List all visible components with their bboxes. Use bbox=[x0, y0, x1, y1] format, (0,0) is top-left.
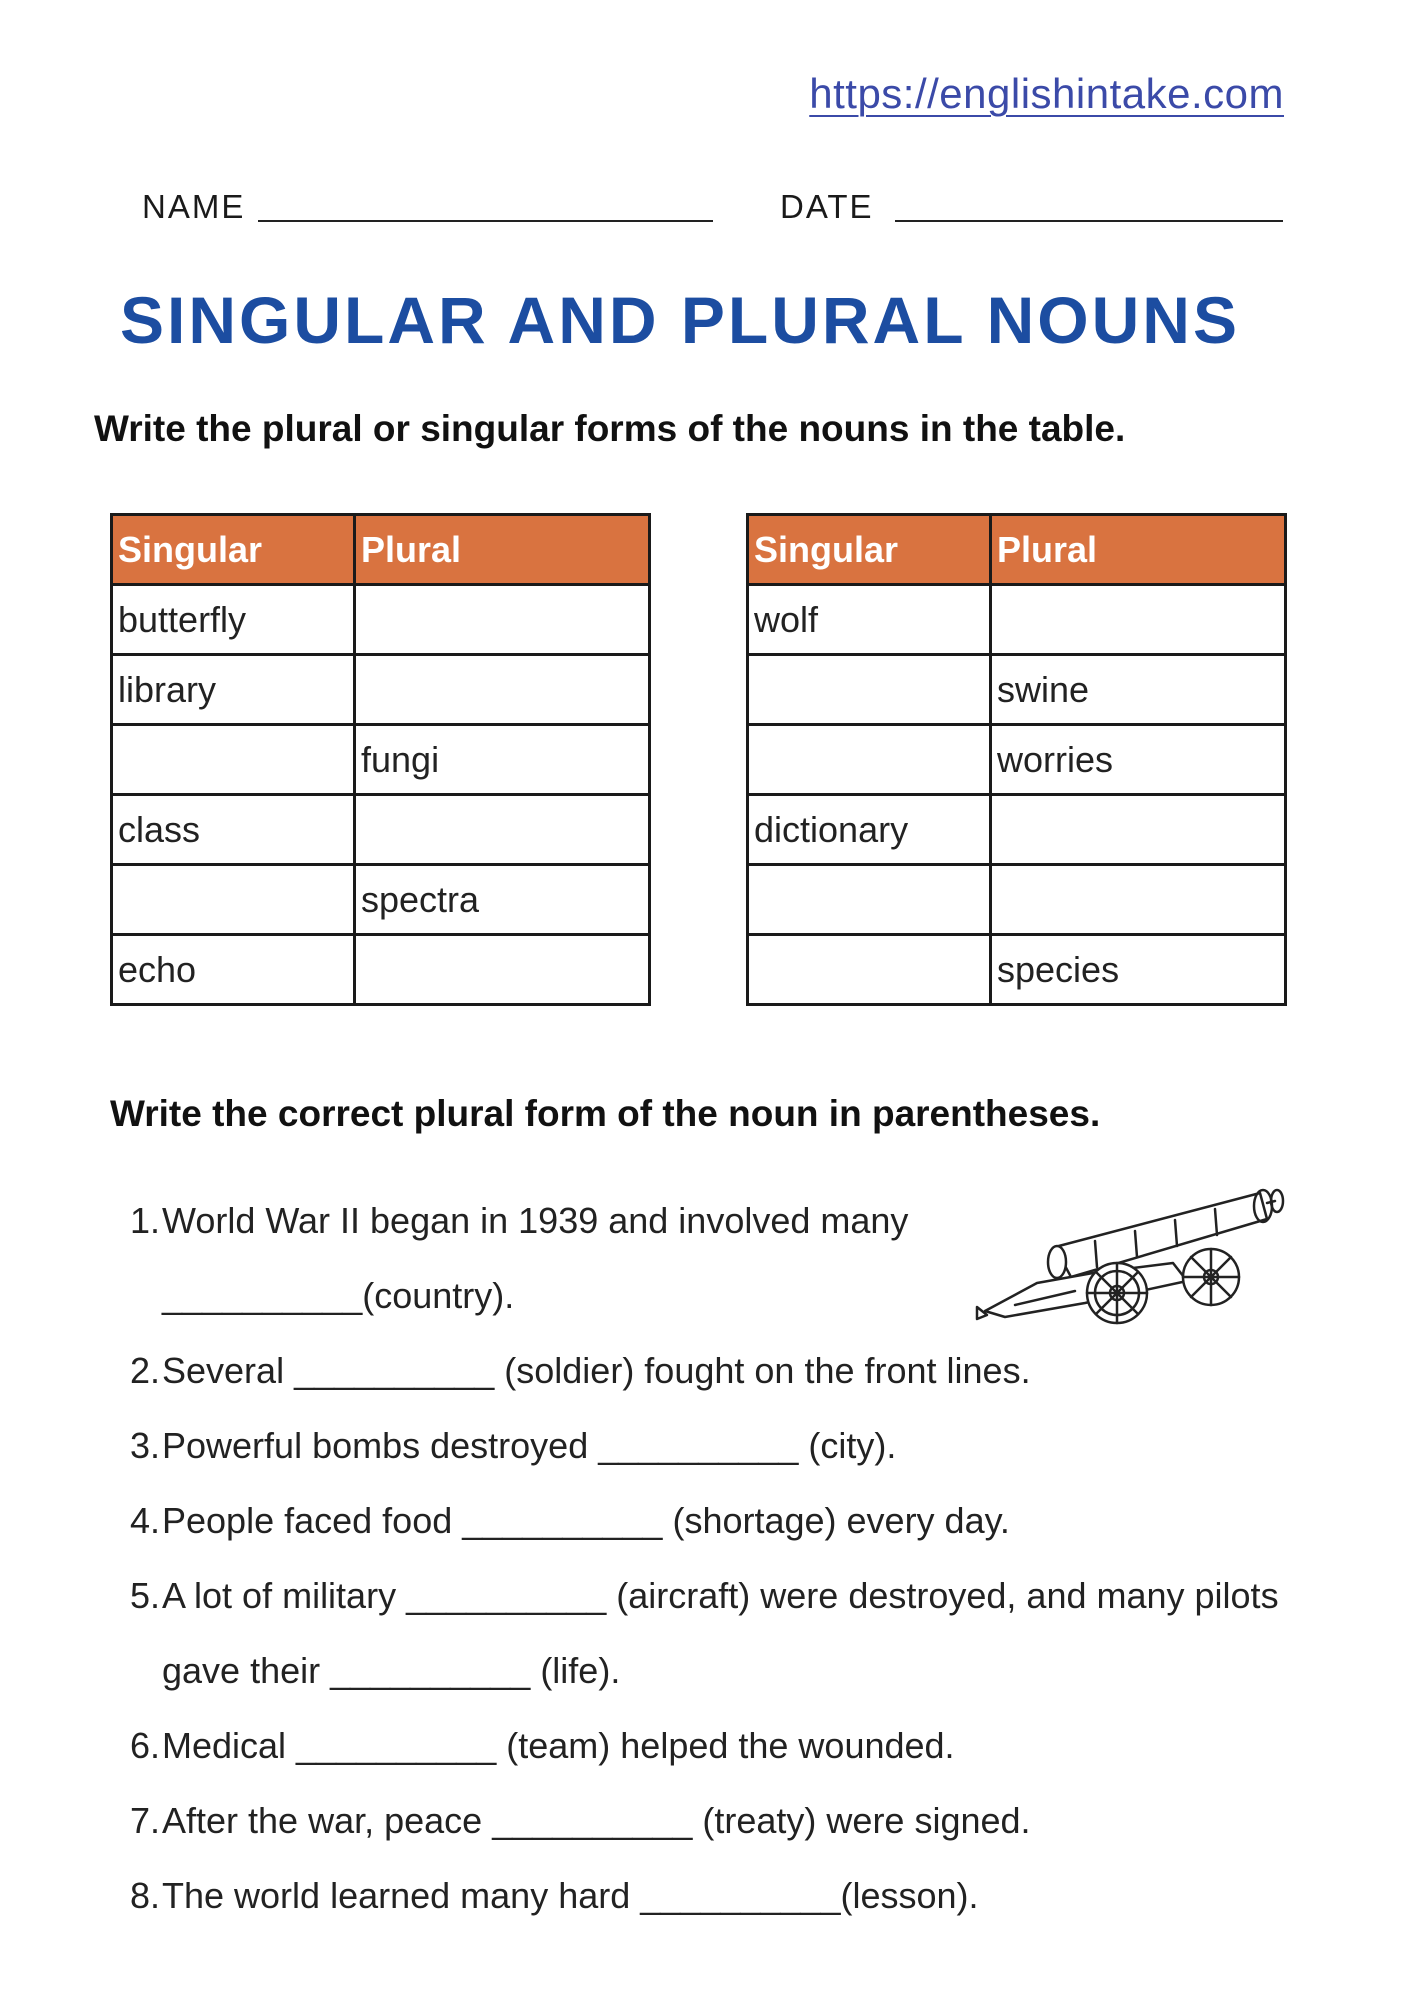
plural-cell[interactable]: worries bbox=[991, 725, 1286, 795]
list-item bbox=[0, 1408, 1300, 1483]
singular-cell[interactable]: class bbox=[112, 795, 355, 865]
plural-cell[interactable]: species bbox=[991, 935, 1286, 1005]
noun-table-right bbox=[746, 513, 1287, 1006]
table-row bbox=[748, 935, 1286, 1005]
column-header-plural: Plural bbox=[355, 515, 650, 585]
list-item bbox=[0, 1558, 1300, 1708]
table-row bbox=[112, 725, 650, 795]
table-row bbox=[112, 795, 650, 865]
singular-cell[interactable] bbox=[748, 935, 991, 1005]
question-number: 4. bbox=[129, 1500, 160, 1541]
table-row bbox=[748, 655, 1286, 725]
singular-cell[interactable] bbox=[112, 725, 355, 795]
question-number: 2. bbox=[129, 1350, 160, 1391]
singular-cell[interactable] bbox=[112, 865, 355, 935]
question-number: 8. bbox=[129, 1875, 160, 1916]
column-header-singular: Singular bbox=[748, 515, 991, 585]
date-field-line[interactable] bbox=[895, 220, 1283, 222]
name-label: NAME bbox=[142, 188, 246, 225]
plural-cell[interactable] bbox=[991, 865, 1286, 935]
table-row bbox=[112, 585, 650, 655]
plural-cell[interactable]: swine bbox=[991, 655, 1286, 725]
singular-cell[interactable]: wolf bbox=[748, 585, 991, 655]
question-text: People faced food __________ (shortage) every day. bbox=[162, 1500, 1010, 1541]
singular-cell[interactable] bbox=[748, 655, 991, 725]
question-text: Medical __________ (team) helped the wounded. bbox=[162, 1725, 955, 1766]
page-title: SINGULAR AND PLURAL NOUNS bbox=[119, 283, 1240, 357]
question-text: Powerful bombs destroyed __________ (city). bbox=[162, 1425, 897, 1466]
plural-cell[interactable] bbox=[355, 935, 650, 1005]
singular-cell[interactable] bbox=[748, 865, 991, 935]
question-number: 1. bbox=[129, 1200, 160, 1241]
plural-cell[interactable] bbox=[355, 585, 650, 655]
list-item bbox=[0, 1858, 1300, 1933]
name-field-line[interactable] bbox=[258, 220, 713, 222]
question-list bbox=[0, 1183, 1300, 1933]
table-row bbox=[112, 935, 650, 1005]
column-header-singular: Singular bbox=[112, 515, 355, 585]
singular-cell[interactable]: library bbox=[112, 655, 355, 725]
question-text: World War II began in 1939 and involved many __________(country). bbox=[162, 1200, 909, 1316]
list-item bbox=[0, 1708, 1300, 1783]
date-label: DATE bbox=[780, 188, 874, 225]
plural-cell[interactable]: spectra bbox=[355, 865, 650, 935]
site-link[interactable]: https://englishintake.com bbox=[809, 70, 1284, 117]
plural-cell[interactable] bbox=[991, 585, 1286, 655]
list-item bbox=[0, 1183, 922, 1333]
plural-cell[interactable] bbox=[355, 655, 650, 725]
question-text: Several __________ (soldier) fought on the front lines. bbox=[162, 1350, 1031, 1391]
plural-instruction: Write the correct plural form of the noun in parentheses. bbox=[110, 1093, 1101, 1134]
singular-cell[interactable]: echo bbox=[112, 935, 355, 1005]
table-row bbox=[112, 655, 650, 725]
column-header-plural: Plural bbox=[991, 515, 1286, 585]
table-row bbox=[748, 795, 1286, 865]
question-text: The world learned many hard __________(lesson). bbox=[162, 1875, 979, 1916]
question-number: 6. bbox=[129, 1725, 160, 1766]
table-row bbox=[112, 865, 650, 935]
question-number: 3. bbox=[129, 1425, 160, 1466]
list-item bbox=[0, 1483, 1300, 1558]
table-instruction: Write the plural or singular forms of the nouns in the table. bbox=[94, 408, 1126, 449]
question-number: 7. bbox=[129, 1800, 160, 1841]
plural-cell[interactable] bbox=[355, 795, 650, 865]
table-row bbox=[748, 725, 1286, 795]
table-header-row bbox=[748, 515, 1286, 585]
table-row bbox=[748, 865, 1286, 935]
singular-cell[interactable]: dictionary bbox=[748, 795, 991, 865]
question-number: 5. bbox=[129, 1575, 160, 1616]
plural-cell[interactable] bbox=[991, 795, 1286, 865]
singular-cell[interactable]: butterfly bbox=[112, 585, 355, 655]
table-header-row bbox=[112, 515, 650, 585]
table-row bbox=[748, 585, 1286, 655]
list-item bbox=[0, 1333, 1300, 1408]
plural-cell[interactable]: fungi bbox=[355, 725, 650, 795]
noun-table-left bbox=[110, 513, 651, 1006]
question-text: A lot of military __________ (aircraft) were destroyed, and many pilots gave their __________ (life). bbox=[162, 1575, 1279, 1691]
list-item bbox=[0, 1783, 1300, 1858]
singular-cell[interactable] bbox=[748, 725, 991, 795]
question-text: After the war, peace __________ (treaty) were signed. bbox=[162, 1800, 1031, 1841]
